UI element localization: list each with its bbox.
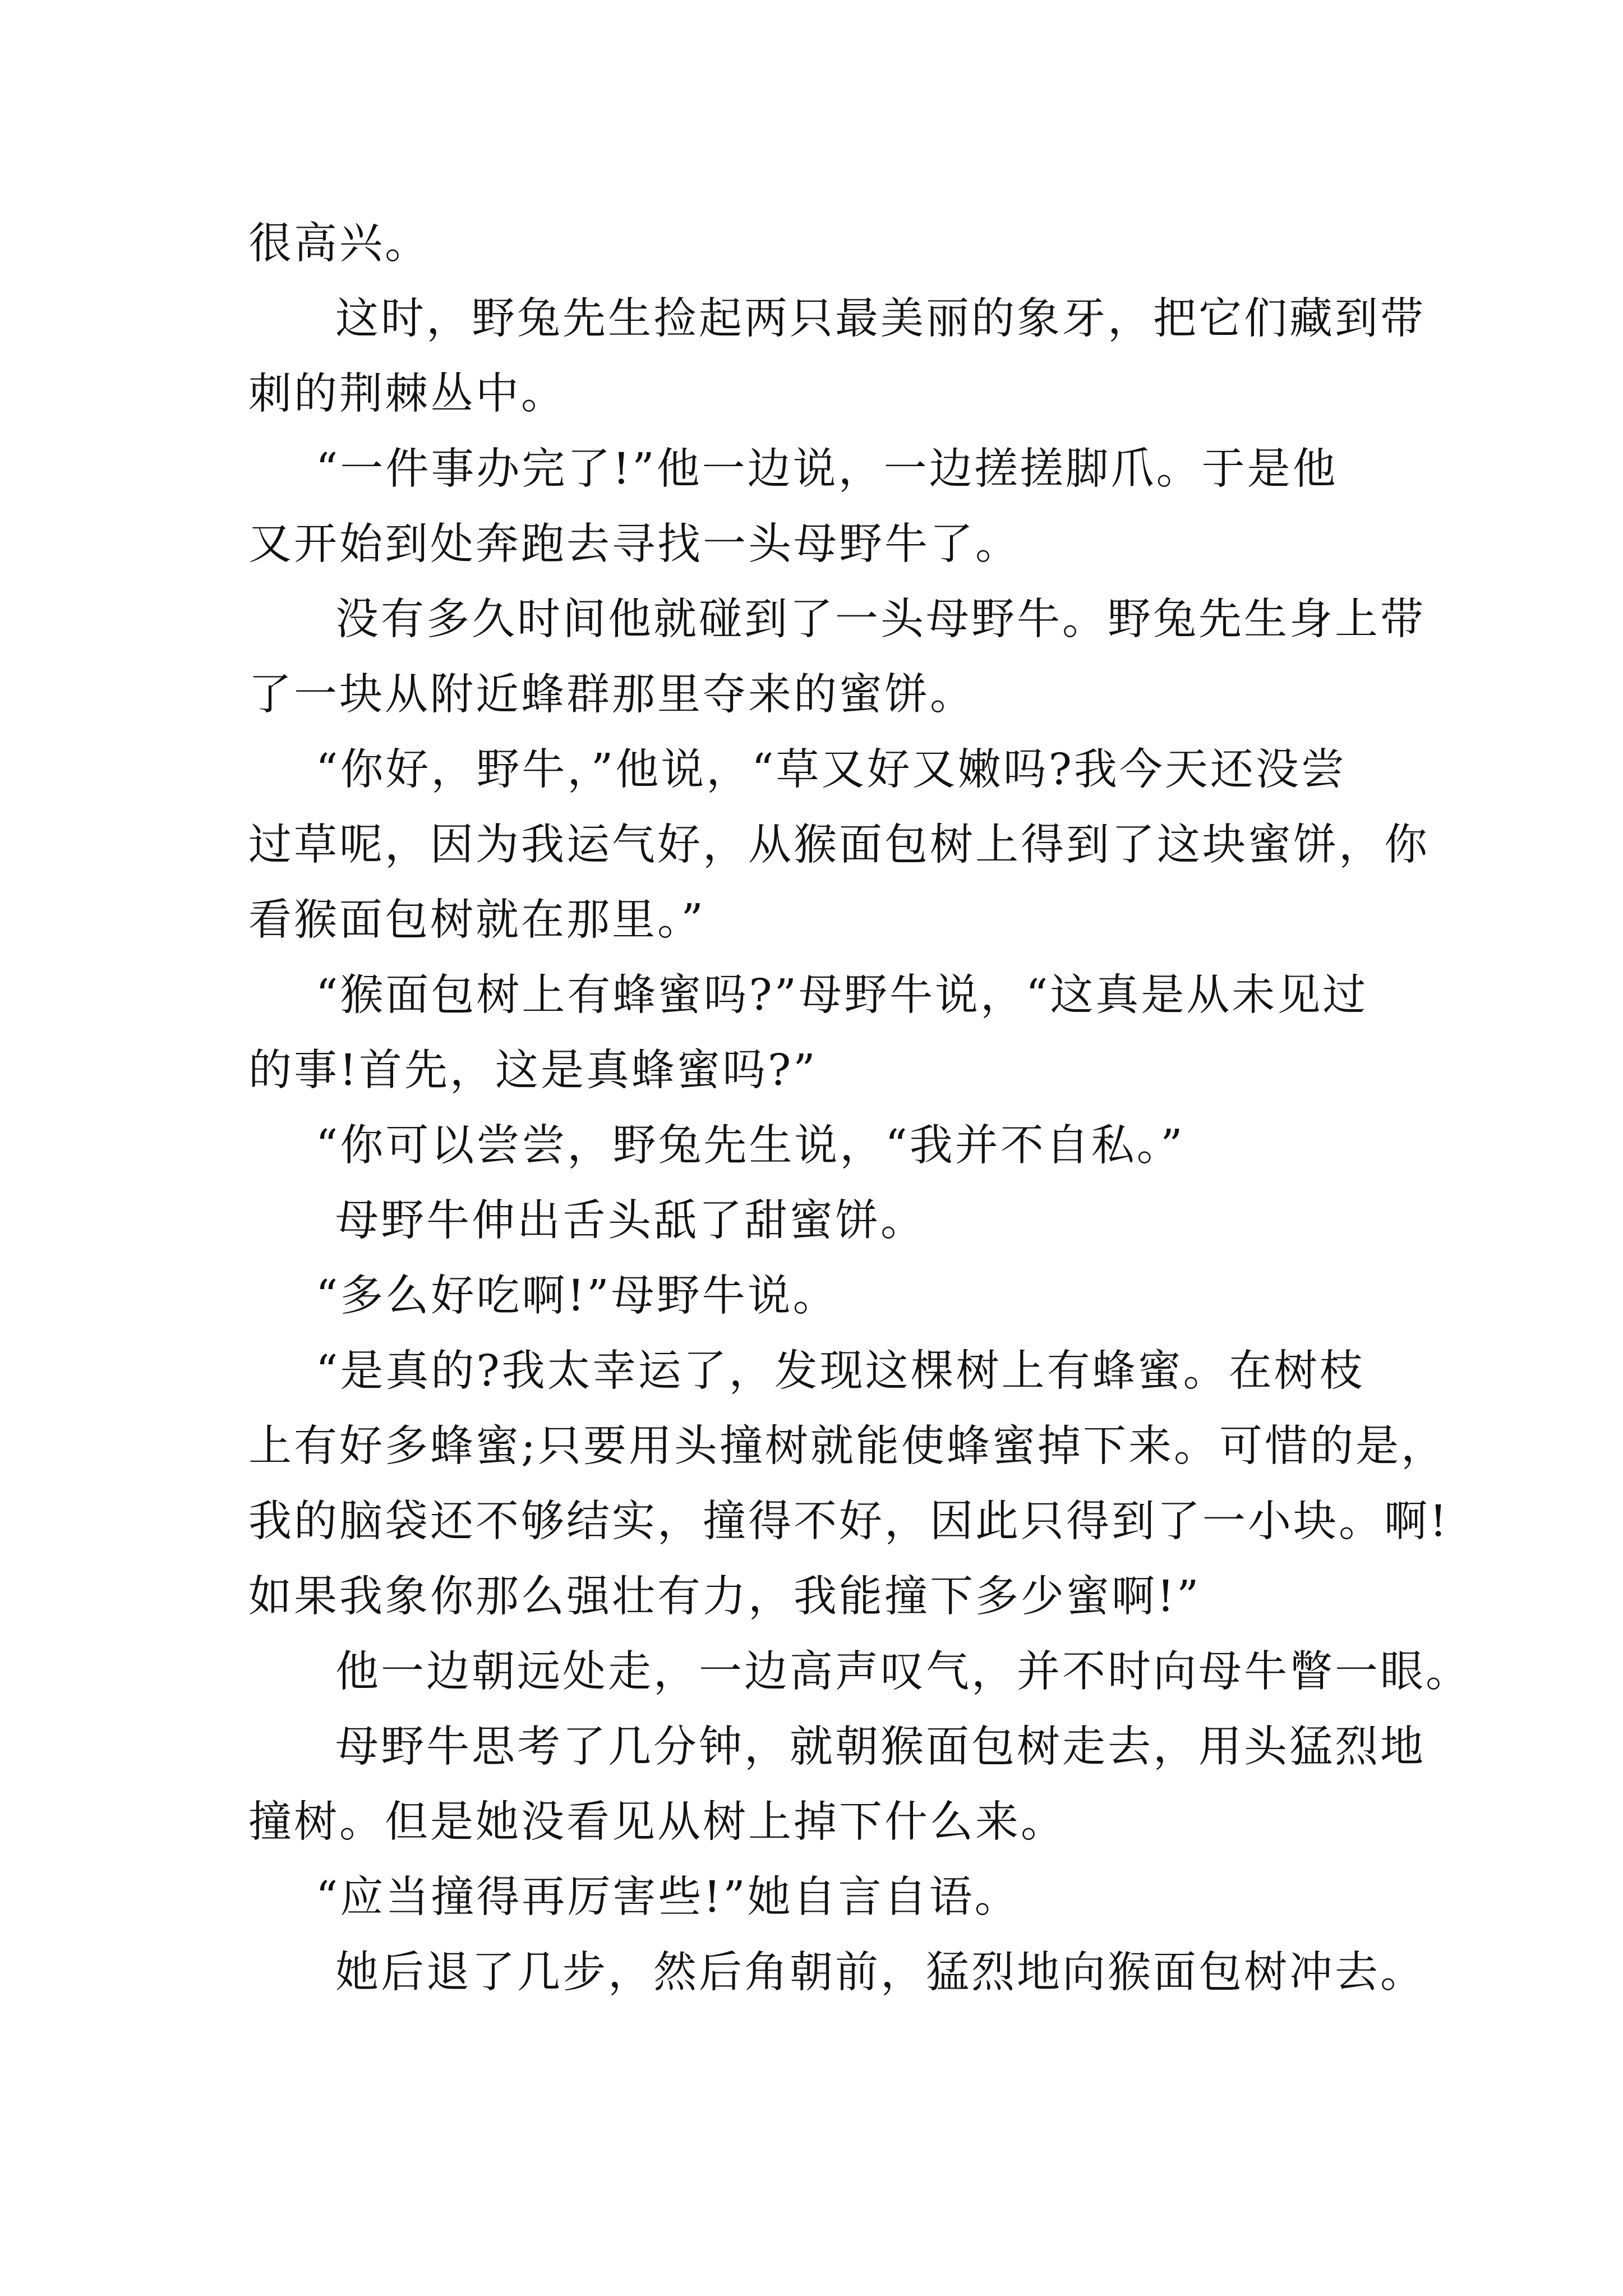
text-line: 的事!首先，这是真蜂蜜吗?” bbox=[248, 1046, 818, 1096]
text-line: 了一块从附近蜂群那里夺来的蜜饼。 bbox=[248, 670, 975, 720]
text-line: 他一边朝远处走，一边高声叹气，并不时向母牛瞥一眼。 bbox=[335, 1647, 1471, 1697]
text-line: 我的脑袋还不够结实，撞得不好，因此只得到了一小块。啊! bbox=[248, 1497, 1449, 1547]
text-line: 这时，野兔先生捡起两只最美丽的象牙，把它们藏到带 bbox=[335, 294, 1426, 344]
text-line: 如果我象你那么强壮有力，我能撞下多少蜜啊!” bbox=[248, 1572, 1201, 1622]
text-line: 过草呢，因为我运气好，从猴面包树上得到了这块蜜饼，你 bbox=[248, 820, 1430, 870]
text-line: “猴面包树上有蜂蜜吗?”母野牛说，“这真是从未见过 bbox=[316, 970, 1368, 1020]
text-line: “应当撞得再厉害些!”她自言自语。 bbox=[316, 1872, 1020, 1922]
text-line: 撞树。但是她没看见从树上掉下什么来。 bbox=[248, 1797, 1066, 1847]
text-line: 上有好多蜂蜜;只要用头撞树就能使蜂蜜掉下来。可惜的是， bbox=[248, 1421, 1446, 1471]
story-text bbox=[248, 206, 1471, 2010]
text-line: 看猴面包树就在那里。” bbox=[248, 895, 706, 945]
text-line: 又开始到处奔跑去寻找一头母野牛了。 bbox=[248, 519, 1021, 569]
text-line: 她后退了几步，然后角朝前，猛烈地向猴面包树冲去。 bbox=[335, 1948, 1426, 1998]
text-line: 母野牛思考了几分钟，就朝猴面包树走去，用头猛烈地 bbox=[335, 1722, 1426, 1772]
text-line: “你可以尝尝，野兔先生说，“我并不自私。” bbox=[316, 1121, 1185, 1171]
text-line: “多么好吃啊!”母野牛说。 bbox=[316, 1271, 838, 1321]
text-line: “一件事办完了!”他一边说，一边搓搓脚爪。于是他 bbox=[316, 444, 1338, 494]
text-line: 刺的荆棘丛中。 bbox=[248, 369, 566, 419]
text-line: 很高兴。 bbox=[248, 219, 430, 269]
text-line: “你好，野牛，”他说，“草又好又嫩吗?我今天还没尝 bbox=[316, 745, 1347, 795]
text-line: 没有多久时间他就碰到了一头母野牛。野兔先生身上带 bbox=[335, 595, 1426, 645]
text-line: “是真的?我太幸运了，发现这棵树上有蜂蜜。在树枝 bbox=[316, 1346, 1365, 1396]
text-line: 母野牛伸出舌头舐了甜蜜饼。 bbox=[335, 1196, 926, 1246]
